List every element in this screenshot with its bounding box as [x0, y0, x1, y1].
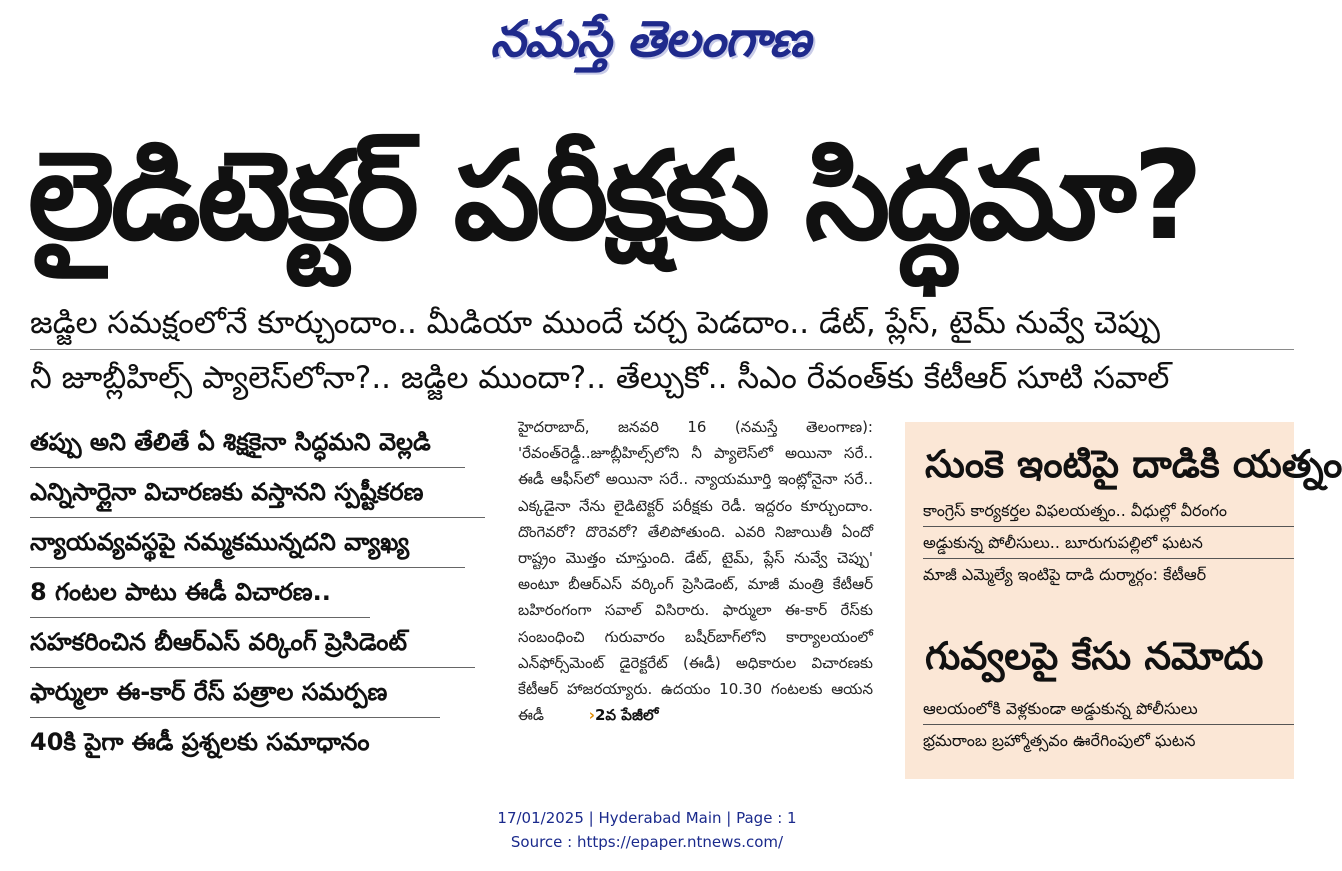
- highlight-text: ఎన్నిసార్లైనా విచారణకు వస్తానని స్పష్టీకరణ: [30, 478, 424, 506]
- sidebar-line: కాంగ్రెస్ కార్యకర్తల విఫలయత్నం.. వీధుల్లో వీరంగం: [923, 501, 1228, 520]
- highlight-item: [30, 470, 500, 520]
- highlight-item: [30, 670, 500, 720]
- highlights-list: [30, 420, 500, 770]
- highlight-text: 8 గంటల పాటు ఈడీ విచారణ..: [30, 578, 331, 606]
- article-body: [518, 414, 873, 728]
- highlight-text: న్యాయవ్యవస్థపై నమ్మకమున్నదని వ్యాఖ్య: [30, 528, 410, 556]
- divider: [30, 349, 1294, 350]
- divider: [923, 724, 1294, 725]
- sidebar-line: మాజీ ఎమ్మెల్యే ఇంటిపై దాడి దుర్మార్గం: కేటీఆర్: [923, 565, 1207, 584]
- footer-source-link[interactable]: Source : https://epaper.ntnews.com/: [510, 833, 784, 851]
- highlight-text: తప్పు అని తేలితే ఏ శిక్షకైనా సిద్ధమని వెల్లడి: [30, 428, 431, 456]
- divider: [923, 558, 1294, 559]
- highlight-item: [30, 520, 500, 570]
- highlight-text: సహకరించిన బీఆర్‌ఎస్ వర్కింగ్ ప్రెసిడెంట్: [30, 628, 408, 656]
- divider: [30, 567, 465, 568]
- chevron-right-icon: ›: [588, 706, 595, 725]
- subheadline-1: జడ్జిల సమక్షంలోనే కూర్చుందాం.. మీడియా ముందే చర్చ పెడదాం.. డేట్, ప్లేస్, టైమ్ నువ్వే చెప్పు: [30, 305, 1160, 341]
- continued-link[interactable]: [549, 706, 659, 724]
- sidebar-line: అడ్డుకున్న పోలీసులు.. బూరుగుపల్లిలో ఘటన: [923, 533, 1203, 552]
- divider: [923, 526, 1294, 527]
- highlight-item: [30, 720, 500, 770]
- masthead-logo: నమస్తే తెలంగాణ: [490, 9, 810, 68]
- highlight-text: ఫార్ములా ఈ-కార్ రేస్ పత్రాల సమర్పణ: [30, 678, 388, 706]
- sidebar-line: ఆలయంలోకి వెళ్లకుండా అడ్డుకున్న పోలీసులు: [923, 699, 1198, 718]
- divider: [30, 667, 475, 668]
- continued-label: 2వ పేజీలో: [594, 706, 659, 725]
- divider: [30, 517, 485, 518]
- highlight-item: [30, 620, 500, 670]
- main-headline: లైడిటెక్టర్ పరీక్షకు సిద్ధమా?: [28, 125, 1200, 267]
- sidebar-headline-1: సుంకె ఇంటిపై దాడికి యత్నం: [925, 442, 1342, 486]
- subheadline-2: నీ జూబ్లీహిల్స్ ప్యాలెస్‌లోనా?.. జడ్జిల ముందా?.. తేల్చుకో.. సీఎం రేవంత్‌కు కేటీఆర్ సూటి సవాల్: [30, 360, 1170, 396]
- sidebar-line: భ్రమరాంబ బ్రహ్మోత్సవం ఊరేగింపులో ఘటన: [923, 731, 1196, 750]
- article-text: హైదరాబాద్, జనవరి 16 (నమస్తే తెలంగాణ): 'రేవంత్‌రెడ్డీ..జూబ్లీహిల్స్‌లోని నీ ప్యాలెస్‌లో అయినా సరే.. ఈడీ ఆఫీస్‌లో అయినా సరే.. న్యాయమూర్తి ఇంట్లోనైనా సరే.. ఎక్కడైనా నేను లైడిటెక్టర్ పరీక్షకు రెడీ. ఇద్దరం కూర్చుందాం. దొంగెవరో? దొరెవరో? తేలిపోతుంది. ఎవరి నిజాయితీ ఏందో రాష్ట్రం మొత్తం చూస్తుంది. డేట్, టైమ్, ప్లేస్ నువ్వే చెప్పు' అంటూ బీఆర్ఎస్ వర్కింగ్ ప్రెసిడెంట్, మాజీ మంత్రి కేటీఆర్ బహిరంగంగా సవాల్ విసిరారు. ఫార్ములా ఈ-కార్ రేస్‌కు సంబంధించి గురువారం బషీర్‌బాగ్‌లోని కార్యాలయంలో ఎన్‌ఫోర్స్‌మెంట్ డైరెక్టరేట్ (ఈడీ) అధికారుల విచారణకు కేటీఆర్ హాజరయ్యారు. ఉదయం 10.30 గంటలకు ఆయన ఈడీ: [518, 418, 873, 725]
- sidebar-headline-2: గువ్వలపై కేసు నమోదు: [925, 634, 1264, 678]
- highlight-item: [30, 420, 500, 470]
- divider: [30, 467, 465, 468]
- highlight-item: [30, 570, 500, 620]
- divider: [30, 717, 440, 718]
- footer-edition-info: 17/01/2025 | Hyderabad Main | Page : 1: [497, 809, 797, 827]
- page-footer: [0, 806, 1294, 854]
- highlight-text: 40కి పైగా ఈడీ ప్రశ్నలకు సమాధానం: [30, 728, 370, 756]
- sidebar-news-box: [905, 422, 1342, 779]
- divider: [30, 617, 370, 618]
